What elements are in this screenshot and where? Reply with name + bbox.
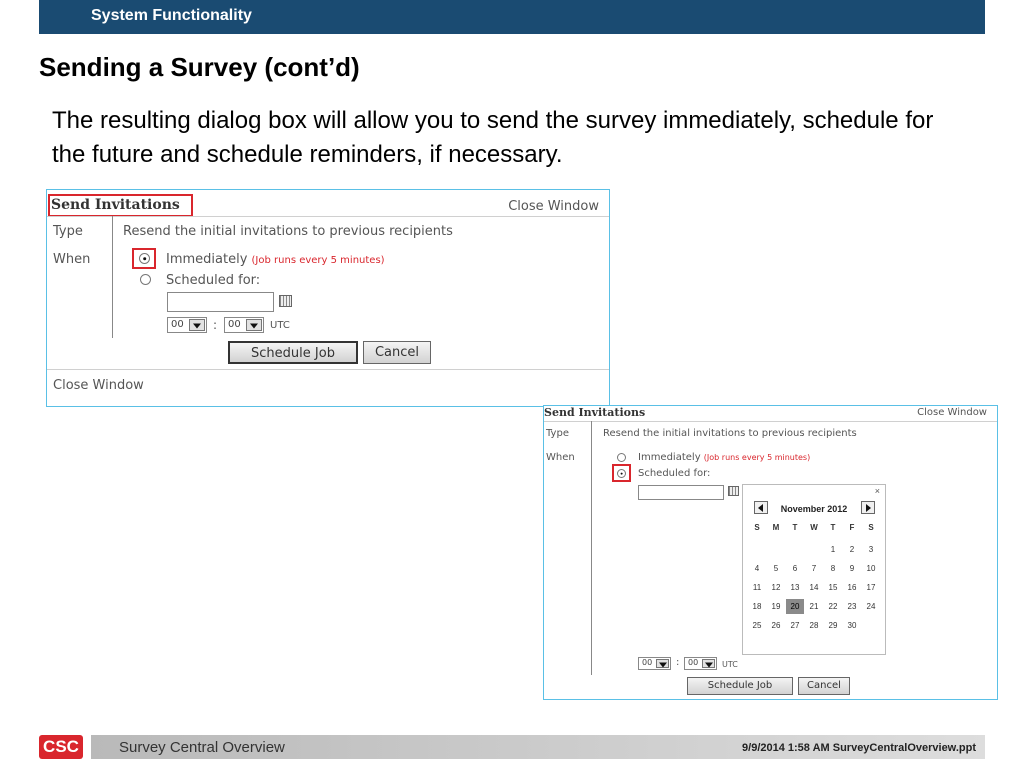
hour-value: 00	[171, 319, 184, 330]
type-value: Resend the initial invitations to previous recipients	[123, 224, 453, 239]
label-column-divider	[112, 216, 113, 338]
cancel-button[interactable]: Cancel	[798, 677, 850, 695]
chevron-down-icon[interactable]	[656, 659, 669, 668]
calendar-day[interactable]: 15	[828, 583, 838, 592]
minute-select[interactable]	[684, 657, 717, 670]
close-window-link-top[interactable]: Close Window	[508, 199, 599, 214]
timezone-label: UTC	[270, 320, 290, 331]
footer-meta: 9/9/2014 1:58 AM SurveyCentralOverview.ppt	[742, 742, 976, 754]
title-divider	[47, 216, 609, 217]
calendar-day[interactable]: 25	[752, 621, 762, 630]
send-invitations-dialog-large	[46, 189, 610, 407]
minute-value: 00	[228, 319, 241, 330]
calendar-day[interactable]: 22	[828, 602, 838, 611]
send-invitations-dialog-small	[543, 405, 998, 700]
when-label: When	[546, 452, 575, 463]
calendar-weekday: F	[849, 523, 855, 532]
calendar-day[interactable]: 29	[828, 621, 838, 630]
calendar-weekday: W	[810, 523, 818, 532]
calendar-day[interactable]: 21	[809, 602, 819, 611]
calendar-day[interactable]: 8	[830, 564, 836, 573]
chevron-down-icon[interactable]	[189, 319, 205, 331]
type-label: Type	[546, 428, 569, 439]
slide-body-text: The resulting dialog box will allow you to send the survey immediately, schedule for the future and schedule reminders, if necessary.	[52, 107, 934, 168]
calendar-day[interactable]: 19	[771, 602, 781, 611]
scheduled-label: Scheduled for:	[638, 468, 711, 479]
cancel-button[interactable]: Cancel	[363, 341, 431, 364]
header-bar	[39, 0, 985, 34]
schedule-date-input[interactable]	[638, 485, 724, 500]
calendar-weekday: S	[754, 523, 760, 532]
calendar-close-icon[interactable]: ×	[874, 486, 880, 496]
calendar-weekday: M	[772, 523, 780, 532]
chevron-down-icon[interactable]	[702, 659, 715, 668]
next-month-button[interactable]	[861, 501, 875, 514]
calendar-day[interactable]: 14	[809, 583, 819, 592]
calendar-day[interactable]: 23	[847, 602, 857, 611]
time-colon: :	[213, 318, 218, 332]
calendar-popup	[742, 484, 886, 655]
immediately-radio[interactable]	[139, 253, 150, 264]
schedule-job-button[interactable]: Schedule Job	[228, 341, 358, 364]
schedule-date-input[interactable]	[167, 292, 274, 312]
calendar-day[interactable]: 18	[752, 602, 762, 611]
calendar-day[interactable]: 26	[771, 621, 781, 630]
type-label: Type	[53, 224, 83, 239]
footer-title: Survey Central Overview	[119, 739, 285, 756]
close-window-link-bottom[interactable]: Close Window	[53, 378, 144, 393]
scheduled-radio[interactable]	[617, 469, 626, 478]
calendar-day[interactable]: 6	[792, 564, 798, 573]
calendar-weekday: T	[830, 523, 836, 532]
section-title: System Functionality	[91, 7, 252, 24]
calendar-day[interactable]: 16	[847, 583, 857, 592]
calendar-day[interactable]: 10	[866, 564, 876, 573]
timezone-label: UTC	[722, 660, 738, 669]
calendar-icon[interactable]	[728, 486, 739, 496]
slide-title: Sending a Survey (cont’d)	[39, 52, 360, 82]
calendar-day[interactable]: 28	[809, 621, 819, 630]
dialog-title: Send Invitations	[544, 406, 646, 419]
calendar-day[interactable]: 12	[771, 583, 781, 592]
title-divider	[544, 421, 997, 422]
calendar-day[interactable]: 24	[866, 602, 876, 611]
calendar-month-label: November 2012	[780, 504, 848, 514]
calendar-day[interactable]: 17	[866, 583, 876, 592]
calendar-weekday: T	[792, 523, 798, 532]
hour-value: 00	[642, 658, 653, 667]
calendar-day[interactable]: 1	[830, 545, 836, 554]
hour-select[interactable]	[638, 657, 671, 670]
minute-select[interactable]	[224, 317, 264, 333]
calendar-day[interactable]: 13	[790, 583, 800, 592]
close-window-link-top[interactable]: Close Window	[917, 407, 987, 418]
job-note: (Job runs every 5 minutes)	[251, 255, 385, 266]
calendar-day[interactable]: 5	[773, 564, 779, 573]
calendar-day[interactable]: 11	[752, 583, 762, 592]
calendar-day[interactable]: 2	[849, 545, 855, 554]
footer-divider	[47, 369, 609, 370]
calendar-day[interactable]: 3	[868, 545, 874, 554]
csc-logo: CSC	[39, 735, 83, 759]
calendar-day-selected[interactable]: 20	[786, 599, 804, 614]
immediately-radio[interactable]	[617, 453, 626, 462]
calendar-day[interactable]: 4	[754, 564, 760, 573]
scheduled-radio[interactable]	[140, 274, 151, 285]
when-label: When	[53, 252, 91, 267]
minute-value: 00	[688, 658, 699, 667]
time-colon: :	[676, 657, 680, 668]
job-note: (Job runs every 5 minutes)	[703, 453, 811, 462]
calendar-weekday: S	[868, 523, 874, 532]
schedule-job-button[interactable]: Schedule Job	[687, 677, 793, 695]
calendar-day[interactable]: 7	[811, 564, 817, 573]
scheduled-label: Scheduled for:	[166, 273, 261, 288]
label-column-divider	[591, 421, 592, 675]
type-value: Resend the initial invitations to previous recipients	[603, 428, 857, 439]
immediately-label	[638, 452, 810, 463]
calendar-day[interactable]: 27	[790, 621, 800, 630]
calendar-day[interactable]: 9	[849, 564, 855, 573]
dialog-title: Send Invitations	[51, 197, 180, 213]
hour-select[interactable]	[167, 317, 207, 333]
immediately-text: Immediately	[166, 252, 248, 267]
immediately-label	[166, 252, 385, 267]
chevron-down-icon[interactable]	[246, 319, 262, 331]
immediately-text: Immediately	[638, 452, 701, 463]
calendar-day[interactable]: 30	[847, 621, 857, 630]
calendar-icon[interactable]	[279, 295, 292, 307]
